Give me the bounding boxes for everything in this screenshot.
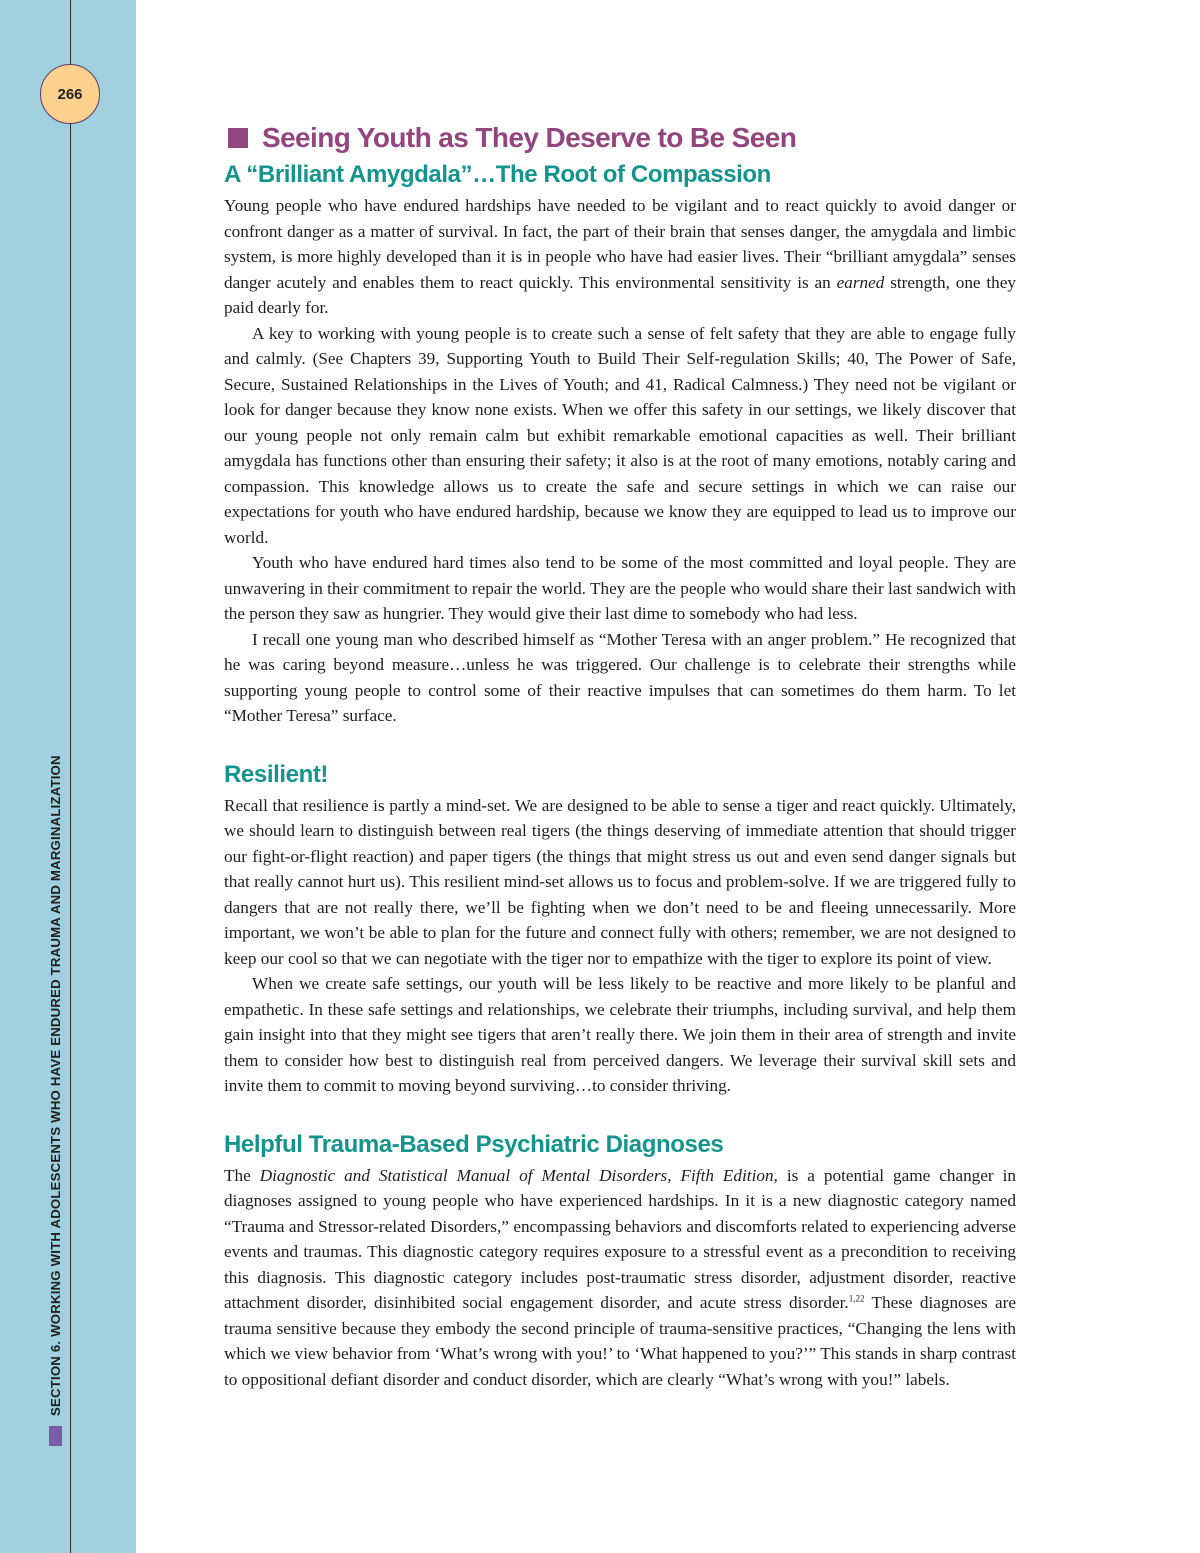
page-number: 266: [40, 64, 100, 124]
main-content: [224, 118, 1016, 1392]
paragraph: A key to working with young people is to create such a sense of felt safety that they are able to engage fully and calmly. (See Chapters 39, Supporting Youth to Build Their Self-regulation Skills; 40, The Power of Safe, Secure, Sustained Relationships in the Lives of Youth; and 41, Radical Calmness.) They need not be vigilant or look for danger because they know none exists. When we offer this safety in our settings, we likely discover that our young people not only remain calm but exhibit remarkable emotional capacities as well. Their brilliant amygdala has functions other than ensuring their safety; it also is at the root of many emotions, notably caring and compassion. This knowledge allows us to create the safe and secure settings in which we can raise our expectations for youth who have endured hardship, because we know they are equipped to lead us to improve our world.: [224, 323, 1016, 547]
section-body-amygdala: [224, 193, 1016, 729]
citation-superscript: 1,22: [848, 1293, 865, 1304]
sidebar-rule: [70, 0, 71, 1553]
chapter-title-text: Seeing Youth as They Deserve to Be Seen: [262, 122, 797, 153]
section-marker: [49, 1426, 62, 1446]
paragraph: I recall one young man who described himself as “Mother Teresa with an anger problem.” He recognized that he was caring beyond measure…unless he was triggered. Our challenge is to celebrate their strengths while supporting young people to control some of their reactive impulses that can sometimes do them harm. To let “Mother Teresa” surface.: [224, 629, 1016, 725]
paragraph: The Diagnostic and Statistical Manual of Mental Disorders, Fifth Edition, is a potential game changer in diagnoses assigned to young people who have experienced hardships. In it is a new diagnostic category named “Trauma and Stressor-related Disorders,” encompassing behaviors and discomforts related to experiencing adverse events and traumas. This diagnostic category requires exposure to a stressful event as a precondition to receiving this diagnosis. This diagnostic category includes post-traumatic stress disorder, adjustment disorder, reactive attachment disorder, disinhibited social engagement disorder, and acute stress disorder.$^{1,22}$ These diagnoses are trauma sensitive because they embody the second principle of trauma-sensitive practices, “Changing the lens with which we view behavior from ‘What’s wrong with you!’ to ‘What happened to you?’” This stands in sharp contrast to oppositional defiant disorder and conduct disorder, which are clearly “What’s wrong with you!” labels.: [224, 1165, 1016, 1389]
section-heading-diagnoses: Helpful Trauma-Based Psychiatric Diagnoses: [224, 1130, 724, 1158]
section-heading-resilient: Resilient!: [224, 760, 329, 788]
paragraph: Young people who have endured hardships have needed to be vigilant and to react quickly to avoid danger or confront danger as a matter of survival. In fact, the part of their brain that senses danger, the amygdala and limbic system, is more highly developed than it is in people who have had easier lives. Their “brilliant amygdala” senses danger acutely and enables them to react quickly. This environmental sensitivity is an earned strength, one they paid dearly for.: [224, 196, 1016, 317]
paragraph: Recall that resilience is partly a mind-set. We are designed to be able to sense a tiger and react quickly. Ultimately, we should learn to distinguish between real tigers (the things deserving of immediate attention that should trigger our fight-or-flight reaction) and paper tigers (the things that might stress us out and even send danger signals but that really cannot hurt us). This resilient mind-set allows us to focus and problem-solve. If we are triggered fully to dangers that are not really there, we’ll be fighting when we don’t need to be and fleeing unnecessarily. More important, we won’t be able to plan for the future and connect fully with others; remember, we are not designed to keep our cool so that we can negotiate with the tiger nor to empathize with the tiger to explore its point of view.: [224, 795, 1016, 968]
paragraph: Youth who have endured hard times also tend to be some of the most committed and loyal people. They are unwavering in their commitment to repair the world. They are the people who would share their last sandwich with the person they saw as hungrier. They would give their last dime to somebody who had less.: [224, 553, 1016, 623]
section-body-resilient: [224, 793, 1016, 1099]
chapter-title: [224, 118, 1016, 158]
paragraph: When we create safe settings, our youth will be less likely to be reactive and more likely to be planful and empathetic. In these safe settings and relationships, we celebrate their triumphs, including survival, and help them gain insight into that they might see tigers that aren’t really there. We join them in their area of strength and invite them to consider how best to distinguish real from perceived dangers. We leverage their survival skill sets and invite them to commit to moving beyond surviving…to consider thriving.: [224, 974, 1016, 1095]
sidebar: [0, 0, 136, 1553]
chapter-title-marker: [228, 128, 248, 148]
section-label-text: SECTION 6. WORKING WITH ADOLESCENTS WHO HAVE ENDURED TRAUMA AND MARGINALIZATION: [48, 755, 63, 1416]
section-heading-amygdala: A “Brilliant Amygdala”…The Root of Compassion: [224, 161, 771, 188]
section-body-diagnoses: [224, 1163, 1016, 1393]
section-label: [48, 755, 63, 1446]
